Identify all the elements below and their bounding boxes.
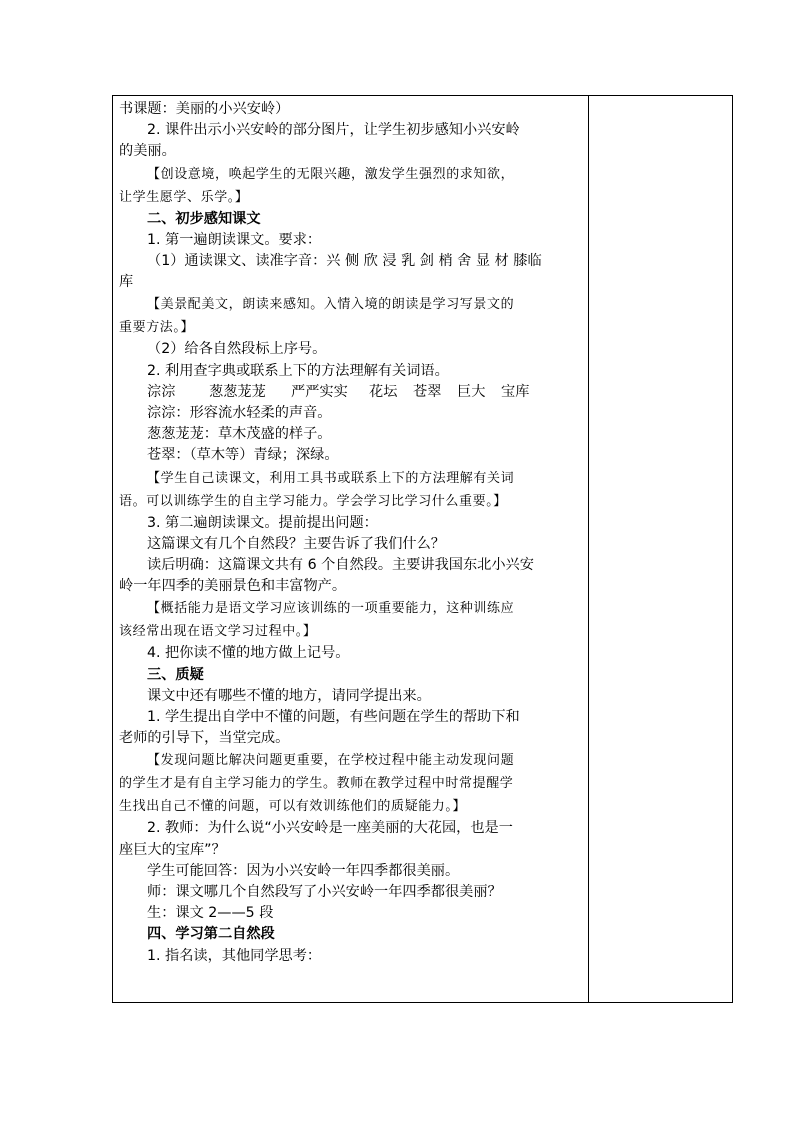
lesson-plan-table [112, 95, 733, 1003]
text-line: （1）通读课文、读准字音：兴 侧 欣 浸 乳 剑 梢 舍 显 材 膝临 [147, 253, 542, 270]
vocab-word: 苍翠 [413, 383, 442, 400]
text-line: 2. 利用查字典或联系上下的方法理解有关词语。 [147, 362, 449, 379]
text-line: 苍翠：（草木等）青绿；深绿。 [147, 447, 339, 464]
teaching-note: 重要方法。】 [119, 320, 195, 336]
text-line: 师：课文哪几个自然段写了小兴安岭一年四季都很美丽？ [147, 884, 502, 901]
teaching-note: 生找出自己不懂的问题，可以有效训练他们的质疑能力。】 [119, 799, 467, 815]
text-line: 学生可能回答：因为小兴安岭一年四季都很美丽。 [147, 862, 460, 879]
text-line: 老师的引导下，当堂完成。 [119, 730, 290, 747]
text-line: 座巨大的宝库”？ [119, 841, 226, 858]
text-line: 1. 学生提出自学中不懂的问题，有些问题在学生的帮助下和 [147, 709, 520, 726]
teaching-note: 【发现问题比解决问题更重要，在学校过程中能主动发现问题 [147, 753, 515, 769]
text-line: 4. 把你读不懂的地方做上记号。 [147, 645, 350, 662]
teaching-note: 语。可以训练学生的自主学习能力。学会学习比学习什么重要。】 [119, 493, 507, 509]
vocab-word: 严严实实 [291, 383, 348, 400]
lesson-content-cell [119, 99, 582, 967]
teaching-note: 的学生才是有自主学习能力的学生。教师在教学过程中时常提醒学 [119, 776, 514, 792]
text-line: 生：课文 2——5 段 [147, 905, 274, 922]
teaching-note: 让学生愿学、乐学。】 [119, 189, 249, 205]
teaching-note: 【创设意境，唤起学生的无限兴趣，激发学生强烈的求知欲， [147, 166, 515, 182]
teaching-note: 该经常出现在语文学习过程中。】 [119, 624, 317, 640]
text-line: 1. 第一遍朗读课文。要求： [147, 231, 322, 248]
text-line: 课文中还有哪些不懂的地方，请同学提出来。 [147, 687, 431, 704]
text-line: 岭一年四季的美丽景色和丰富物产。 [119, 578, 347, 595]
section-heading: 四、学习第二自然段 [147, 926, 275, 943]
notes-column-cell [589, 96, 732, 1002]
teaching-note: 【学生自己读课文，利用工具书或联系上下的方法理解有关词 [147, 470, 515, 486]
vocab-word: 巨大 [457, 383, 486, 400]
text-line: 的美丽。 [119, 143, 176, 160]
teaching-note: 【美景配美文，朗读来感知。入情入境的朗读是学习写景文的 [147, 297, 515, 313]
vocab-word: 花坛 [369, 383, 398, 400]
vocab-word: 淙淙 [147, 383, 176, 400]
text-line: 葱葱茏茏：草木茂盛的样子。 [147, 426, 332, 443]
vocab-word: 葱葱茏茏 [209, 383, 266, 400]
text-line: 读后明确：这篇课文共有 6 个自然段。主要讲我国东北小兴安 [147, 557, 534, 574]
vocab-word: 宝库 [501, 383, 530, 400]
vocabulary-list [119, 382, 582, 403]
text-line: （2）给各自然段标上序号。 [147, 341, 327, 358]
section-heading: 三、质疑 [147, 666, 204, 683]
text-line: 库 [119, 274, 134, 291]
text-line: 2. 课件出示小兴安岭的部分图片，让学生初步感知小兴安岭 [147, 122, 520, 139]
text-line: 书课题：美丽的小兴安岭） [119, 101, 290, 117]
text-line: 3. 第二遍朗读课文。提前提出问题： [147, 514, 378, 531]
teaching-note: 【概括能力是语文学习应该训练的一项重要能力，这种训练应 [147, 601, 515, 617]
section-heading: 二、初步感知课文 [147, 210, 261, 227]
text-line: 这篇课文有几个自然段？主要告诉了我们什么？ [147, 535, 445, 552]
text-line: 2. 教师：为什么说“小兴安岭是一座美丽的大花园，也是一 [147, 820, 513, 837]
text-line: 淙淙：形容流水轻柔的声音。 [147, 405, 332, 422]
text-line: 1. 指名读，其他同学思考： [147, 947, 322, 964]
